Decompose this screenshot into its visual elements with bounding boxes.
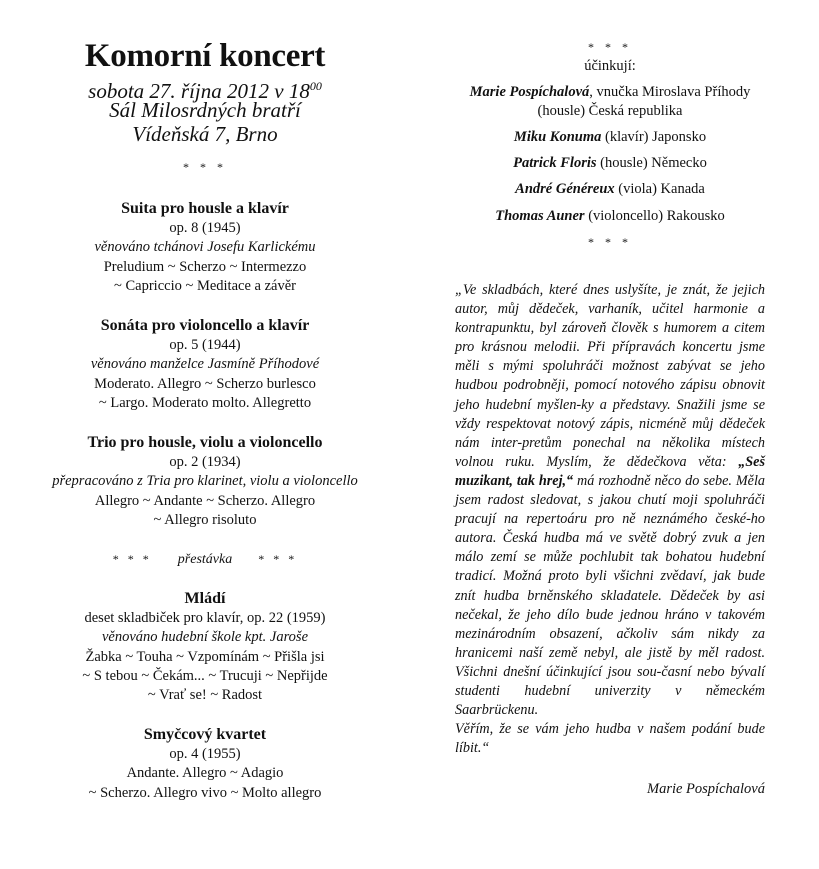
performer-detail: (housle) Německo <box>596 155 707 171</box>
performer-name: Miku Konuma <box>513 129 602 145</box>
performer-entry <box>455 83 765 102</box>
signature: Marie Pospíchalová <box>647 781 765 797</box>
piece-movements: ~ Largo. Moderato molto. Allegretto <box>98 395 312 411</box>
performer-detail: (violoncello) Rakousko <box>584 208 725 224</box>
piece-opus: op. 2 (1934) <box>169 454 241 470</box>
piece-movements: Preludium ~ Scherzo ~ Intermezzo <box>103 259 307 275</box>
piece-opus: op. 4 (1955) <box>169 746 241 762</box>
performer-entry <box>455 154 765 173</box>
quote-text: „Ve skladbách, které dnes uslyšíte, je znát, že jejich autor, můj dědeček, varhaník, učitel harmonie a kontrapunktu, byl zároveň člověk s humorem a citem pro krásnou melodii. Při přípravách koncertu jsme měli s mými spoluhráči možnost zabývat se jeho hudbou podrobněji, pomocí notového zápisu obnovit jeho hudební myšlen-ky a představy. Snažili jsme se vždy respektovat notový zápis, nicméně můj dědeček nám inter-pretům ponechal na několika místech volnou ruku. Myslím, že dědečkova věta: <box>455 282 765 470</box>
intermission-label: přestávka <box>177 552 233 567</box>
piece-movements: ~ Vrať se! ~ Radost <box>147 687 263 703</box>
piece-movements: Allegro ~ Andante ~ Scherzo. Allegro <box>94 493 316 509</box>
piece-dedication: přepracováno z Tria pro klarinet, violu a violoncello <box>52 473 358 489</box>
time-superscript: 00 <box>309 79 322 93</box>
concert-title: Komorní koncert <box>84 38 326 74</box>
piece-movements: ~ Capriccio ~ Meditace a závěr <box>114 278 296 294</box>
date-text: sobota 27. října 2012 v 18 <box>88 79 310 103</box>
concert-address: Vídeňská 7, Brno <box>132 122 278 146</box>
piece-title: Smyčcový kvartet <box>143 726 267 743</box>
performer-entry <box>455 128 765 147</box>
piece-movements: Moderato. Allegro ~ Scherzo burlesco <box>94 376 316 392</box>
quote-text: má rozhodně něco do sebe. Měla jsem radost sledovat, s jakou chutí moji spoluhráči pracují na repertoáru pro ně neznámého české-ho autora. Česká hudba má ve světě dobrý zvuk a jen málo zemí se může pochlubit tak bohatou hudební tradicí. Možná proto byli všichni zvědaví, jak bude znít hudba brněnského skladatele. Dědeček by asi nečekal, že jeho dílo bude jednou hráno v takovém mezinárodním obsazení, ačkoliv sám nikdy za hranicemi naší země nebyl, ale jistě by měl radost. Všichni dnešní účinkující jsou sou-časní nebo bývalí studenti hudební univerzity v německém Saarbrückenu. Věřím, že se vám jeho hudba v našem podání bude líbit.“ <box>455 472 765 757</box>
piece-movements: Andante. Allegro ~ Adagio <box>126 765 284 781</box>
intermission-stars: * * * <box>258 552 298 566</box>
separator-stars: * * * <box>588 40 632 54</box>
piece-opus: deset skladbiček pro klavír, op. 22 (1959) <box>84 610 326 626</box>
intermission <box>40 550 370 569</box>
piece-movements: ~ S tebou ~ Čekám... ~ Trucuji ~ Nepřijde <box>82 668 328 684</box>
separator-stars: * * * <box>588 235 632 249</box>
quote-highlight: „Seš muzikant, tak hrej,“ <box>455 453 765 489</box>
piece-opus: op. 5 (1944) <box>169 337 241 353</box>
piece-dedication: věnováno tchánovi Josefu Karlickému <box>94 239 316 255</box>
performers-heading: účinkují: <box>584 58 636 74</box>
performer-detail: (viola) Kanada <box>614 181 705 197</box>
piece-title: Sonáta pro violoncello a klavír <box>100 317 310 334</box>
intermission-stars: * * * <box>112 552 152 566</box>
performer-name: Thomas Auner <box>495 208 585 224</box>
concert-venue: Sál Milosrdných bratří <box>109 98 301 122</box>
performer-entry <box>455 207 765 226</box>
piece-opus: op. 8 (1945) <box>169 220 241 236</box>
performer-name: Marie Pospíchalová <box>469 84 590 100</box>
piece-dedication: věnováno hudební škole kpt. Jaroše <box>101 629 309 645</box>
piece-title: Trio pro housle, violu a violoncello <box>87 434 323 451</box>
piece-title: Suita pro housle a klavír <box>121 200 289 217</box>
performer-detail: , vnučka Miroslava Příhody <box>589 84 751 100</box>
performer-detail: (housle) Česká republika <box>537 103 683 119</box>
piece-movements: ~ Scherzo. Allegro vivo ~ Molto allegro <box>88 785 322 801</box>
performer-name: André Généreux <box>515 181 615 197</box>
performer-detail: (klavír) Japonsko <box>601 129 707 145</box>
piece-movements: Žabka ~ Touha ~ Vzpomínám ~ Přišla jsi <box>85 649 325 665</box>
separator-stars: * * * <box>183 160 227 174</box>
performer-name: Patrick Floris <box>513 155 597 171</box>
piece-dedication: věnováno manželce Jasmíně Příhodové <box>90 356 320 372</box>
performer-entry <box>455 180 765 199</box>
piece-movements: ~ Allegro risoluto <box>153 512 257 528</box>
grandfather-quote <box>455 281 765 758</box>
piece-title: Mládí <box>184 590 226 607</box>
